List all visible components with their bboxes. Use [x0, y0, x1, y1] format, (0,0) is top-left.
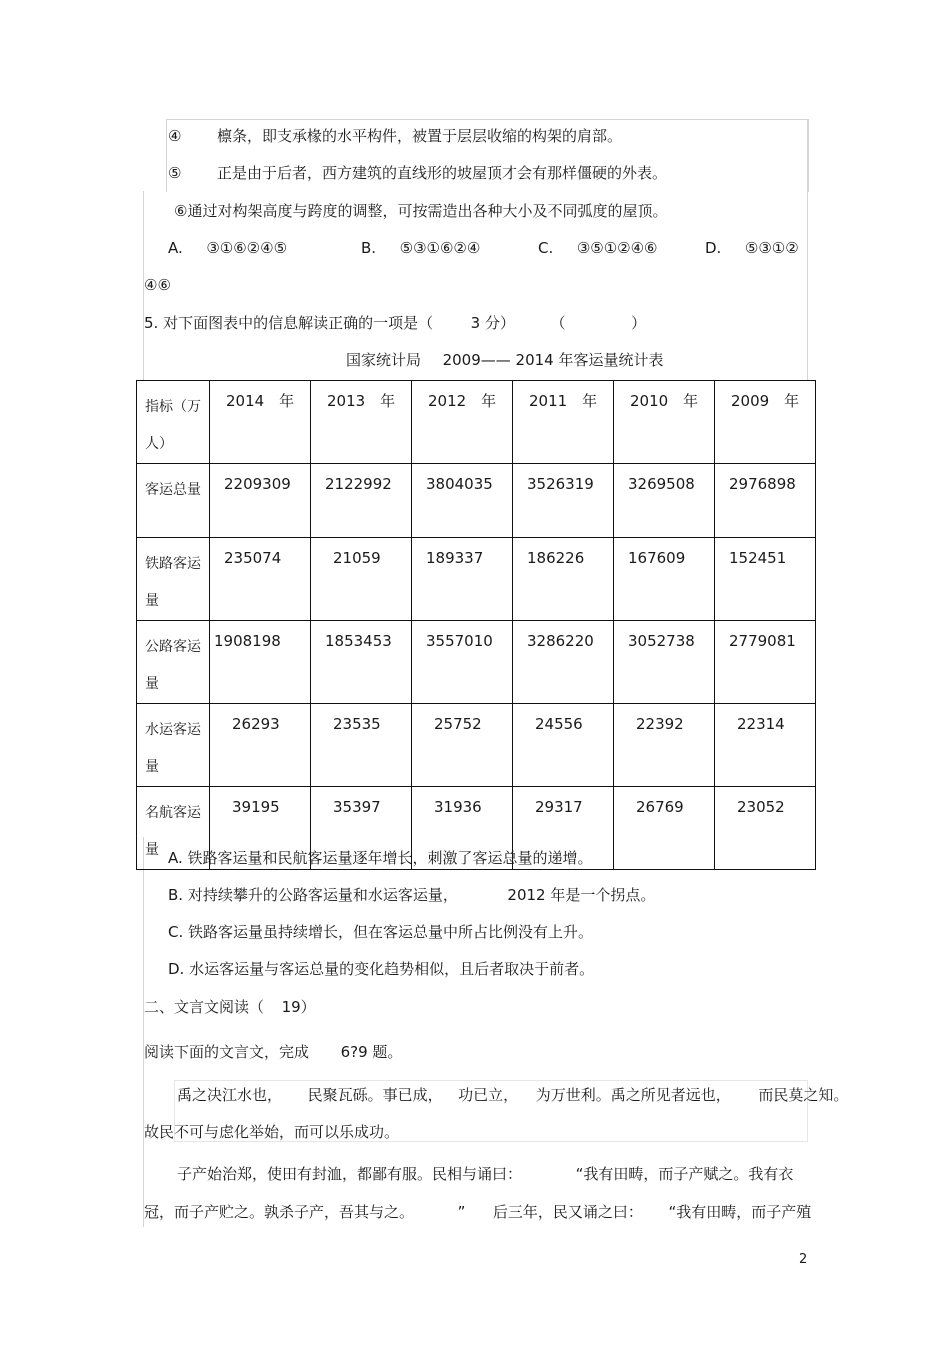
passage-p2-line2 — [144, 1202, 811, 1222]
cell-value: 189337 — [426, 549, 484, 567]
cell-value: 22314 — [737, 715, 785, 733]
passage-text: 为万世利。禹之所见者远也， — [535, 1086, 731, 1104]
section-heading-score: 19） — [281, 998, 316, 1016]
table-cell — [311, 464, 412, 538]
answer-b — [168, 885, 655, 905]
cell-value: 23052 — [737, 798, 785, 816]
cell-value: 235074 — [224, 549, 282, 567]
cell-value: 3269508 — [628, 475, 695, 493]
table-header-cell — [412, 381, 513, 464]
header-label: 指标（万人） — [145, 399, 201, 452]
cell-value: 25752 — [434, 715, 482, 733]
cell-value: 35397 — [333, 798, 381, 816]
passage-text: 子产始治郑，使田有封洫，都鄙有服。民相与诵曰： — [177, 1165, 523, 1183]
answer-b-text: B. 对持续攀升的公路客运量和水运客运量， — [168, 886, 458, 904]
table-cell — [210, 464, 311, 538]
table-row — [137, 538, 816, 621]
row-label: 水运客运量 — [145, 722, 201, 775]
cell-value: 2209309 — [224, 475, 291, 493]
choice-b — [361, 238, 480, 258]
table-cell — [210, 538, 311, 621]
table-row — [137, 621, 816, 704]
passage-text: 后三年，民又诵之曰： — [492, 1203, 643, 1221]
table-cell — [614, 464, 715, 538]
table-cell — [513, 704, 614, 787]
option-5-number: ⑤ — [168, 164, 182, 182]
section-heading-text: 二、文言文阅读（ — [144, 998, 265, 1016]
cell-value: 152451 — [729, 549, 787, 567]
answer-paren-close: ） — [631, 314, 647, 332]
choice-a-text: ③①⑥②④⑤ — [206, 239, 288, 257]
cell-value: 2976898 — [729, 475, 796, 493]
table-cell — [210, 621, 311, 704]
passage-text: 而民莫之知。 — [758, 1086, 849, 1104]
choice-d-label: D. — [705, 239, 722, 257]
cell-value: 167609 — [628, 549, 686, 567]
cell-value: 3286220 — [527, 632, 594, 650]
choice-c — [538, 238, 658, 258]
table-cell — [513, 621, 614, 704]
answer-a: A. 铁路客运量和民航客运量逐年增长，刺激了客运总量的递增。 — [168, 849, 593, 867]
table-cell — [412, 538, 513, 621]
answer-b-year: 2012 年是一个拐点。 — [507, 886, 656, 904]
table-title-range: 2009—— 2014 年客运量统计表 — [442, 351, 664, 369]
choice-b-text: ⑤③①⑥②④ — [399, 239, 481, 257]
row-label-cell — [137, 704, 210, 787]
cell-value: 21059 — [333, 549, 381, 567]
table-title — [346, 350, 663, 370]
table-cell — [311, 538, 412, 621]
table-cell — [614, 704, 715, 787]
row-label: 客运总量 — [145, 482, 201, 498]
year-label: 2011 年 — [529, 392, 598, 410]
cell-value: 26769 — [636, 798, 684, 816]
choice-a-label: A. — [168, 239, 183, 257]
cell-value: 3526319 — [527, 475, 594, 493]
table-cell — [614, 787, 715, 870]
cell-value: 2779081 — [729, 632, 796, 650]
cell-value: 1853453 — [325, 632, 392, 650]
cell-value: 3804035 — [426, 475, 493, 493]
question-5-score: 3 分） — [470, 314, 515, 332]
right-frame-line — [807, 119, 808, 381]
table-header-cell — [614, 381, 715, 464]
passage-text: 禹之决江水也， — [177, 1086, 283, 1104]
table-cell — [715, 464, 816, 538]
cell-value: 3052738 — [628, 632, 695, 650]
option-4-number: ④ — [168, 127, 182, 145]
year-label: 2012 年 — [428, 392, 497, 410]
table-cell — [715, 704, 816, 787]
table-cell — [311, 704, 412, 787]
cell-value: 22392 — [636, 715, 684, 733]
passenger-stats-table — [136, 380, 816, 870]
question-5-stem — [144, 313, 646, 333]
cell-value: 29317 — [535, 798, 583, 816]
year-label: 2010 年 — [630, 392, 699, 410]
table-header-cell — [137, 381, 210, 464]
table-cell — [715, 538, 816, 621]
cell-value: 26293 — [232, 715, 280, 733]
answer-c: C. 铁路客运量虽持续增长，但在客运总量中所占比例没有上升。 — [168, 923, 594, 941]
row-label: 公路客运量 — [145, 639, 201, 692]
option-line-5 — [168, 163, 667, 183]
table-cell — [513, 538, 614, 621]
row-label-cell — [137, 464, 210, 538]
table-header-cell — [715, 381, 816, 464]
table-row — [137, 464, 816, 538]
table-cell — [412, 704, 513, 787]
table-cell — [715, 621, 816, 704]
cell-value: 3557010 — [426, 632, 493, 650]
instruction-text: 阅读下面的文言文，完成 — [144, 1043, 310, 1061]
cell-value: 23535 — [333, 715, 381, 733]
table-cell — [210, 704, 311, 787]
page-number: 2 — [799, 1252, 808, 1267]
choice-c-label: C. — [538, 239, 554, 257]
row-label: 铁路客运量 — [145, 556, 201, 609]
passage-text: “我有田畴，而子产赋之。我有衣 — [575, 1165, 794, 1183]
choice-c-text: ③⑤①②④⑥ — [576, 239, 658, 257]
choice-d-text: ⑤③①② — [744, 239, 799, 257]
answer-paren-open: （ — [550, 314, 566, 332]
section-instruction — [144, 1042, 402, 1062]
passage-text: “我有田畴，而子产殖 — [668, 1203, 812, 1221]
passage-p2-line1 — [177, 1164, 793, 1184]
year-label: 2014 年 — [226, 392, 295, 410]
table-row — [137, 704, 816, 787]
passage-text: 民聚瓦砾。事已成， — [307, 1086, 443, 1104]
option-line-6: ⑥通过对构架高度与跨度的调整，可按需造出各种大小及不同弧度的屋顶。 — [174, 202, 668, 220]
cell-value: 24556 — [535, 715, 583, 733]
section-heading — [144, 997, 316, 1017]
table-cell — [311, 621, 412, 704]
table-header-row — [137, 381, 816, 464]
instruction-range: 6?9 题。 — [340, 1043, 403, 1061]
question-5-text: 5. 对下面图表中的信息解读正确的一项是（ — [144, 314, 434, 332]
choice-d-wrap: ④⑥ — [144, 276, 171, 294]
table-header-cell — [513, 381, 614, 464]
passage-p1-line2: 故民不可与虑化举始，而可以乐成功。 — [144, 1123, 400, 1141]
cell-value: 186226 — [527, 549, 585, 567]
choice-d — [705, 238, 799, 258]
row-label: 名航客运量 — [145, 805, 201, 858]
row-label-cell — [137, 538, 210, 621]
cell-value: 2122992 — [325, 475, 392, 493]
option-line-4 — [168, 126, 622, 146]
cell-value: 39195 — [232, 798, 280, 816]
table-title-source: 国家统计局 — [346, 351, 422, 369]
passage-text: ” — [457, 1203, 466, 1221]
option-5-text: 正是由于后者，西方建筑的直线形的坡屋顶才会有那样僵硬的外表。 — [217, 164, 668, 182]
table-header-cell — [311, 381, 412, 464]
passage-p1-line1 — [177, 1085, 848, 1105]
lower-left-frame-line — [143, 837, 144, 1227]
choice-b-label: B. — [361, 239, 377, 257]
cell-value: 1908198 — [214, 632, 281, 650]
passage-text: 功已立， — [458, 1086, 519, 1104]
option-4-text: 檩条，即支承椽的水平构件，被置于层层收缩的构架的肩部。 — [217, 127, 623, 145]
table-cell — [715, 787, 816, 870]
choice-a — [168, 238, 287, 258]
year-label: 2013 年 — [327, 392, 396, 410]
table-cell — [412, 464, 513, 538]
table-cell — [614, 621, 715, 704]
answer-d: D. 水运客运量与客运总量的变化趋势相似，且后者取决于前者。 — [168, 960, 595, 978]
year-label: 2009 年 — [731, 392, 800, 410]
table-cell — [513, 464, 614, 538]
row-label-cell — [137, 621, 210, 704]
table-cell — [614, 538, 715, 621]
passage-text: 冠，而子产贮之。孰杀子产，吾其与之。 — [144, 1203, 415, 1221]
table-header-cell — [210, 381, 311, 464]
cell-value: 31936 — [434, 798, 482, 816]
table-cell — [412, 621, 513, 704]
